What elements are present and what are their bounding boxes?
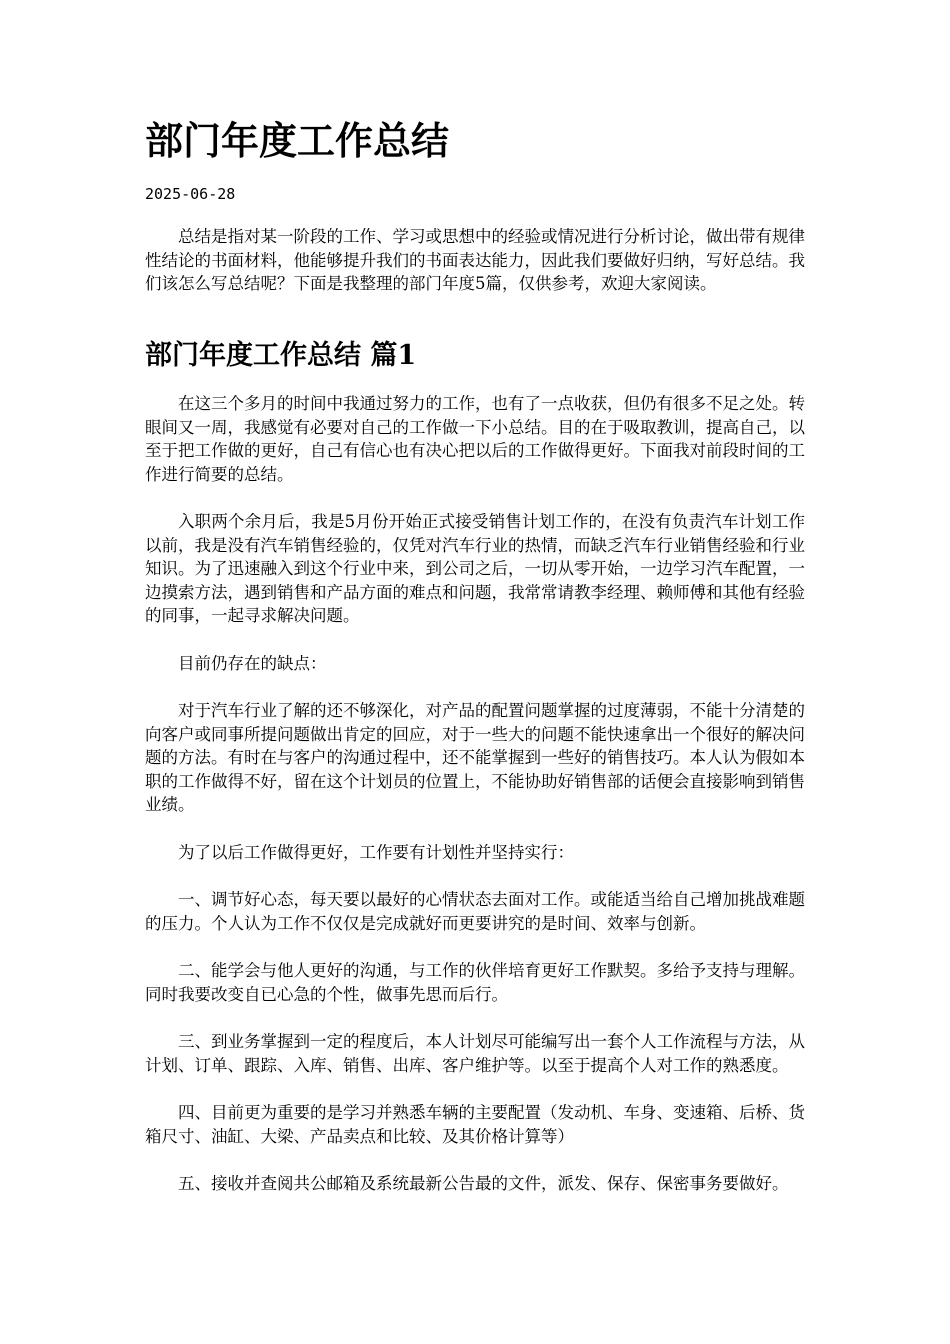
paragraph-8: 三、到业务掌握到一定的程度后，本人计划尽可能编写出一套个人工作流程与方法，从计划、订单、跟踪、入库、销售、出库、客户维护等。以至于提高个人对工作的熟悉度。 (145, 1032, 805, 1075)
section-title: 部门年度工作总结 篇1 (145, 340, 417, 371)
paragraph-7: 二、能学会与他人更好的沟通，与工作的伙伴培育更好工作默契。多给予支持与理解。同时我要改变自已心急的个性，做事先思而后行。 (145, 961, 805, 1004)
paragraph-9: 四、目前更为重要的是学习并熟悉车辆的主要配置（发动机、车身、变速箱、后桥、货箱尺寸、油缸、大梁、产品卖点和比较、及其价格计算等） (145, 1103, 805, 1146)
document-title: 部门年度工作总结 (145, 118, 450, 163)
paragraph-1: 在这三个多月的时间中我通过努力的工作，也有了一点收获，但仍有很多不足之处。转眼间又一周，我感觉有必要对自己的工作做一下小总结。目的在于吸取教训，提高自己，以至于把工作做的更好，自己有信心也有决心把以后的工作做得更好。下面我对前段时间的工作进行简要的总结。 (145, 394, 805, 484)
paragraph-3: 目前仍存在的缺点： (178, 653, 327, 673)
paragraph-5: 为了以后工作做得更好，工作要有计划性并坚持实行： (178, 842, 574, 862)
intro-paragraph: 总结是指对某一阶段的工作、学习或思想中的经验或情况进行分析讨论，做出带有规律性结论的书面材料，他能够提升我们的书面表达能力，因此我们要做好归纳，写好总结。我们该怎么写总结呢？下面是我整理的部门年度5篇，仅供参考，欢迎大家阅读。 (145, 227, 805, 293)
section-body (145, 392, 805, 1220)
paragraph-6: 一、调节好心态，每天要以最好的心情状态去面对工作。或能适当给自己增加挑战难题的压力。个人认为工作不仅仅是完成就好而更要讲究的是时间、效率与创新。 (145, 890, 805, 933)
paragraph-2: 入职两个余月后，我是5月份开始正式接受销售计划工作的，在没有负责汽车计划工作以前，我是没有汽车销售经验的，仅凭对汽车行业的热情，而缺乏汽车行业销售经验和行业知识。为了迅速融入到这个行业中来，到公司之后，一切从零开始，一边学习汽车配置，一边摸索方法，遇到销售和产品方面的难点和问题，我常常请教李经理、赖师傅和其他有经验的同事，一起寻求解决问题。 (145, 512, 805, 625)
paragraph-4: 对于汽车行业了解的还不够深化，对产品的配置问题掌握的过度薄弱，不能十分清楚的向客户或同事所提问题做出肯定的回应，对于一些大的问题不能快速拿出一个很好的解决问题的方法。有时在与客户的沟通过程中，还不能掌握到一些好的销售技巧。本人认为假如本职的工作做得不好，留在这个计划员的位置上，不能协助好销售部的话便会直接影响到销售业绩。 (145, 701, 805, 814)
paragraph-10: 五、接收并查阅共公邮箱及系统最新公告最的文件，派发、保存、保密事务要做好。 (178, 1174, 789, 1193)
document-date: 2025-06-28 (145, 185, 236, 203)
